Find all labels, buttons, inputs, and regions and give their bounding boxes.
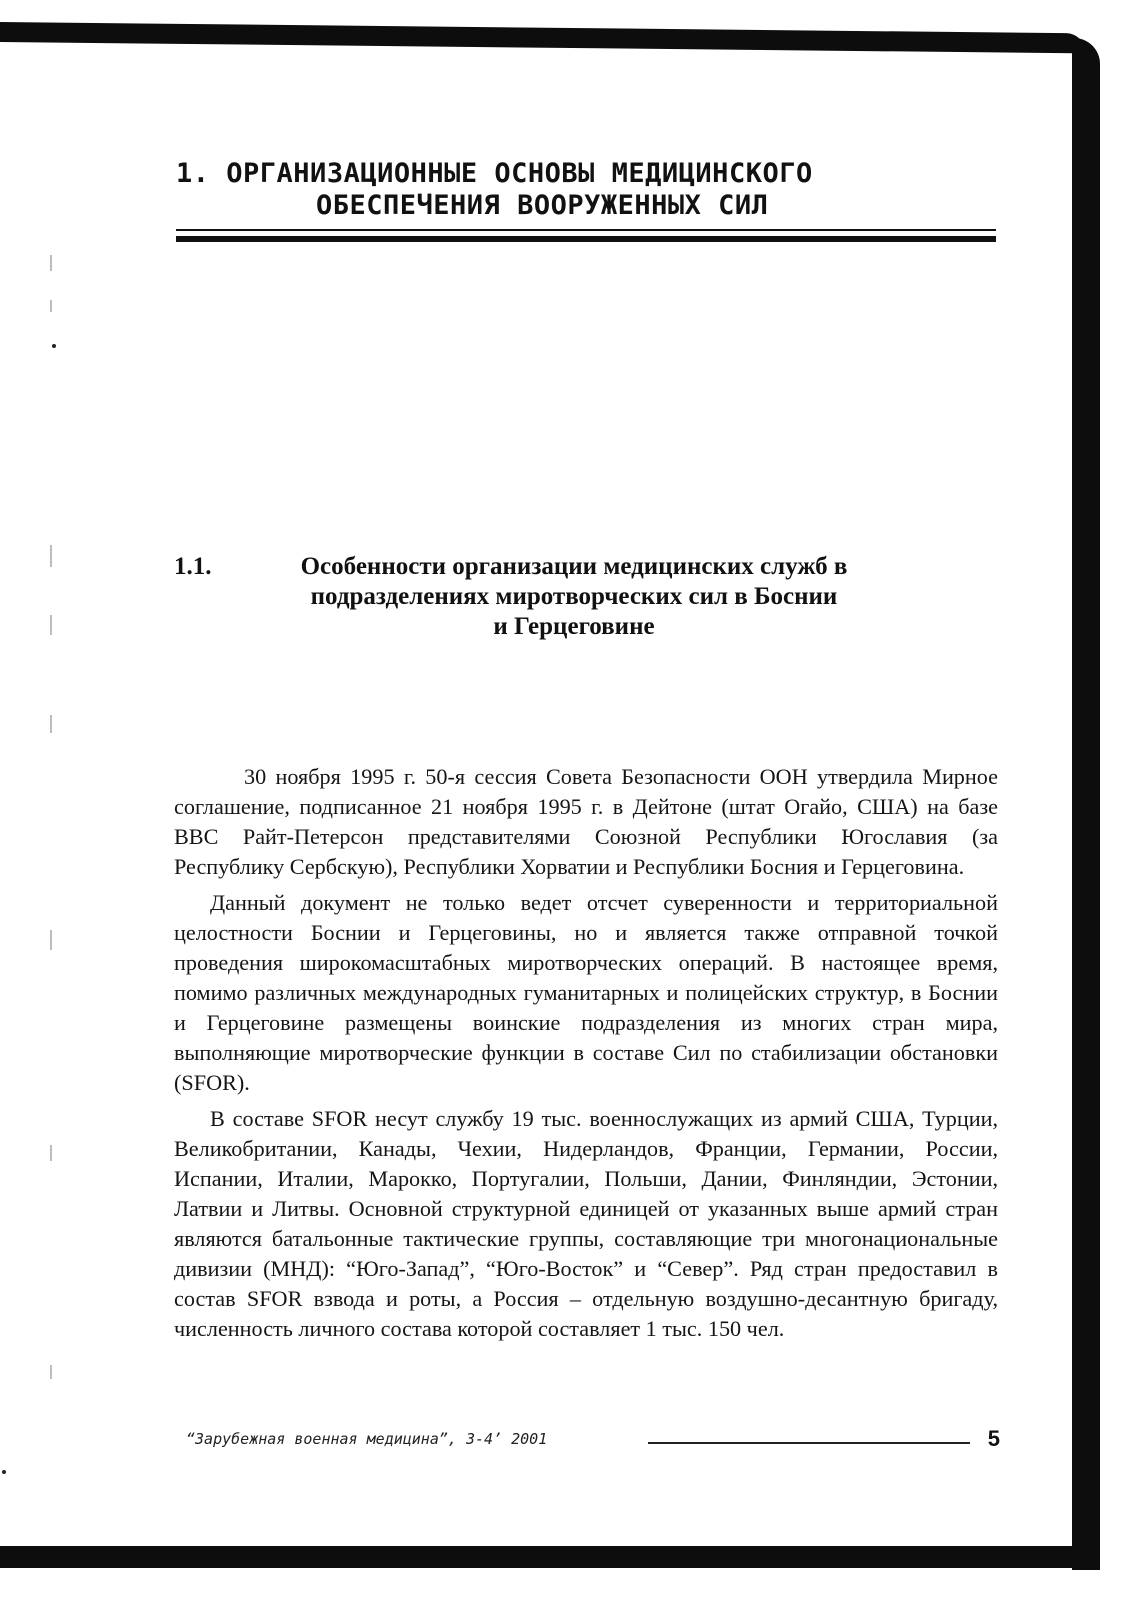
section-title-line-2: подразделениях миротворческих сил в Боснии — [310, 583, 838, 610]
page-number: 5 — [987, 1426, 1000, 1451]
journal-citation: “Зарубежная военная медицина”, 3-4’ 2001 — [186, 1430, 548, 1448]
scan-speck — [50, 300, 52, 312]
chapter-title-line-1: ОРГАНИЗАЦИОННЫЕ ОСНОВЫ МЕДИЦИНСКОГО — [226, 158, 813, 189]
page-footer — [186, 1428, 1000, 1458]
scan-dot — [52, 344, 56, 348]
scan-speck — [50, 545, 52, 567]
scan-border-bottom — [0, 1546, 1100, 1568]
footer-rule — [648, 1442, 970, 1444]
heading-rule-thick — [176, 236, 996, 242]
section-title-line-3: и Герцеговине — [493, 613, 655, 640]
scan-speck — [50, 1145, 52, 1161]
section-title-line-1: Особенности организации медицинских служб в — [300, 553, 848, 580]
scan-speck — [50, 1365, 52, 1379]
scan-dot — [2, 1470, 6, 1474]
section-number: 1.1. — [174, 553, 212, 580]
scan-border-right — [1072, 38, 1100, 1570]
scan-speck — [50, 255, 52, 271]
scan-border-top — [0, 22, 1086, 53]
body-text — [174, 762, 998, 1350]
heading-rule-thin — [176, 229, 996, 231]
chapter-heading — [176, 158, 998, 222]
chapter-number: 1. — [176, 158, 210, 189]
chapter-title-line-2: ОБЕСПЕЧЕНИЯ ВООРУЖЕННЫХ СИЛ — [316, 190, 769, 221]
paragraph: Данный документ не только ведет отсчет суверенности и территориальной целостности Боснии и Герцеговины, но и является также отправной точкой проведения широкомасштабных миротворческих операций. В настоящее время, помимо различных международных гуманитарных и полицейских структур, в Боснии и Герцеговине размещены воинские подразделения из многих стран мира, выполняющие миротворческие функции в составе Сил по стабилизации обстановки (SFOR). — [174, 890, 998, 1095]
scan-speck — [50, 930, 52, 950]
paragraph: 30 ноября 1995 г. 50-я сессия Совета Безопасности ООН утвердила Мирное соглашение, подписанное 21 ноября 1995 г. в Дейтоне (штат Огайо, США) на базе ВВС Райт-Петерсон представителями Союзной Республики Югославия (за Республику Сербскую), Республики Хорватии и Республики Босния и Герцеговина. — [174, 764, 998, 879]
scan-speck — [50, 615, 52, 635]
paragraph: В составе SFOR несут службу 19 тыс. военнослужащих из армий США, Турции, Великобритании, Канады, Чехии, Нидерландов, Франции, Германии, России, Испании, Италии, Марокко, Португалии, Польши, Дании, Финляндии, Эстонии, Латвии и Литвы. Основной структурной единицей от указанных выше армий стран являются батальонные тактические группы, составляющие три многонациональные дивизии (МНД): “Юго-Запад”, “Юго-Восток” и “Север”. Ряд стран предоставил в состав SFOR взвода и роты, а Россия – отдельную воздушно-десантную бригаду, численность личного состава которой составляет 1 тыс. 150 чел. — [174, 1106, 998, 1341]
section-heading — [174, 552, 934, 642]
scan-speck — [50, 715, 52, 733]
